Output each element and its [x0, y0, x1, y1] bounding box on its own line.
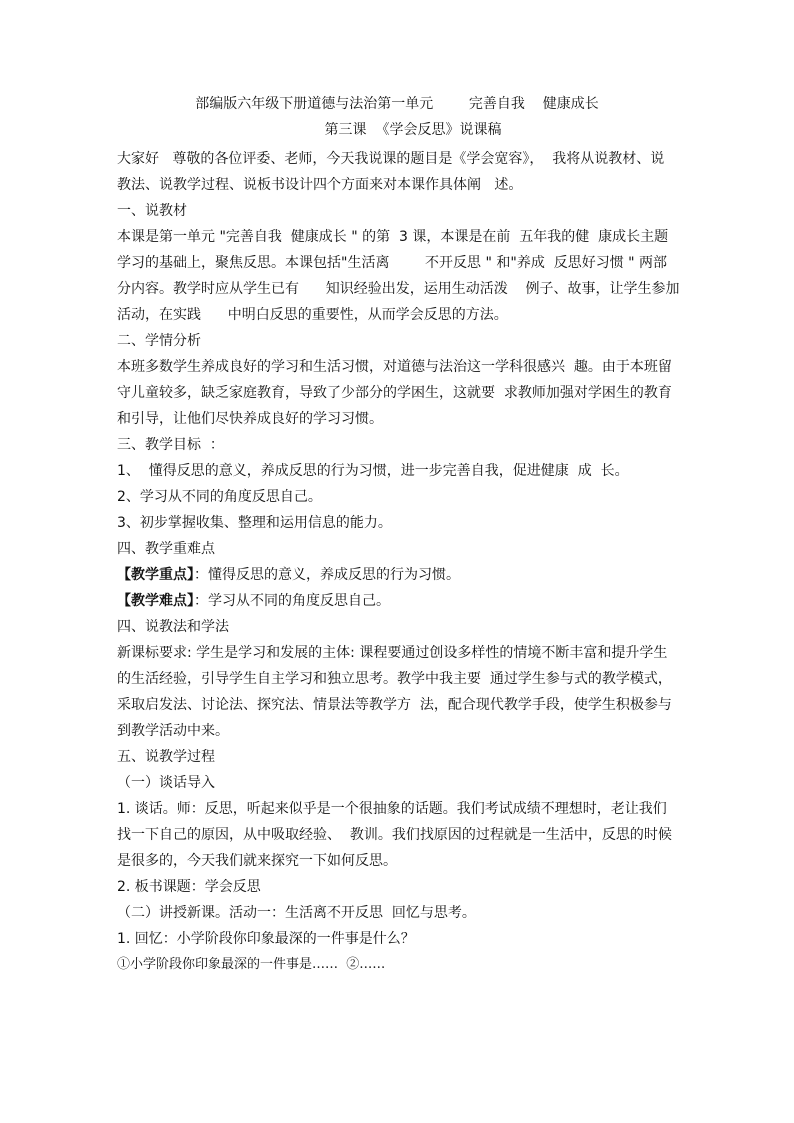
question-line: 1. 回忆：小学阶段你印象最深的一件事是什么？: [117, 931, 415, 947]
goal-item: 2、学习从不同的角度反思自己。: [117, 489, 322, 505]
paragraph-line: 本课是第一单元 "完善自我 健康成长 " 的第 3 课，本课是在前 五年我的健 康成长主题: [117, 229, 669, 245]
difficult-point-line: [117, 588, 687, 614]
key-point-label: 【教学重点】: [117, 567, 194, 583]
section-heading-key-points: 四、教学重难点: [117, 541, 215, 557]
paragraph-line: 1. 谈话。师：反思，听起来似乎是一个很抽象的话题。我们考试成绩不理想时，老让我们: [117, 801, 667, 817]
paragraph-line: 守儿童较多，缺乏家庭教育，导致了少部分的学困生，这就要 求教师加强对学困生的教育: [117, 385, 672, 401]
document-title: 部编版六年级下册道德与法治第一单元 完善自我 健康成长: [195, 96, 599, 112]
paragraph-line: 找一下自己的原因，从中吸取经验、 教训。我们找原因的过程就是一生活中，反思的时候: [117, 827, 672, 843]
paragraph-line: 采取启发法、讨论法、探究法、情景法等教学方 法，配合现代教学手段，使学生积极参与: [117, 697, 672, 713]
subsection-heading: （二）讲授新课。活动一：生活离不开反思 回忆与思考。: [117, 905, 476, 921]
section-heading-goals: 三、教学目标 ：: [117, 437, 224, 453]
section-heading-methods: 四、说教法和学法: [117, 619, 229, 635]
section-heading-students: 二、学情分析: [117, 333, 201, 349]
subsection-heading: （一）谈话导入: [117, 775, 215, 791]
difficult-point-label: 【教学难点】: [117, 593, 194, 609]
paragraph-line: 的生活经验，引导学生自主学习和独立思考。教学中我主要 通过学生参与式的教学模式，: [117, 671, 672, 687]
paragraph-line: 是很多的，今天我们就来探究一下如何反思。: [117, 853, 397, 869]
paragraph-line: 活动，在实践 中明白反思的重要性，从而学会反思的方法。: [117, 307, 508, 323]
intro-line: 教法、说教学过程、说板书设计四个方面来对本课作具体阐 述。: [117, 177, 523, 193]
goal-item: 3、初步掌握收集、整理和运用信息的能力。: [117, 515, 392, 531]
paragraph-line: 新课标要求: 学生是学习和发展的主体: 课程要通过创设多样性的情境不断丰富和提升学生: [117, 645, 668, 661]
difficult-point-text: ：学习从不同的角度反思自己。: [194, 593, 390, 609]
section-heading-process: 五、说教学过程: [117, 749, 215, 765]
key-point-text: ：懂得反思的意义，养成反思的行为习惯。: [194, 567, 460, 583]
paragraph-line: 到教学活动中来。: [117, 723, 229, 739]
paragraph-line: 学习的基础上，聚焦反思。本课包括"生活离 不开反思 " 和"养成 反思好习惯 " 两部: [117, 255, 668, 271]
document-subtitle: 第三课 《学会反思》说课稿: [324, 122, 502, 138]
document-body: [117, 146, 687, 978]
paragraph-line: 和引导，让他们尽快养成良好的学习习惯。: [117, 411, 383, 427]
paragraph-line: 分内容。教学时应从学生已有 知识经验出发，运用生动活泼 例子、故事，让学生参加: [117, 281, 680, 297]
key-point-line: [117, 562, 687, 588]
section-heading-textbook: 一、说教材: [117, 203, 187, 219]
intro-line: 大家好 尊敬的各位评委、老师，今天我说课的题目是《学会宽容》， 我将从说教材、说: [117, 151, 665, 167]
paragraph-line: 本班多数学生养成良好的学习和生活习惯，对道德与法治这一学科很感兴 趣。由于本班留: [117, 359, 672, 375]
goal-item: 1、 懂得反思的意义，养成反思的行为习惯，进一步完善自我，促进健康 成 长。: [117, 463, 629, 479]
answer-line: ①小学阶段你印象最深的一件事是…… ②……: [117, 957, 386, 972]
paragraph-line: 2. 板书课题：学会反思: [117, 879, 261, 895]
